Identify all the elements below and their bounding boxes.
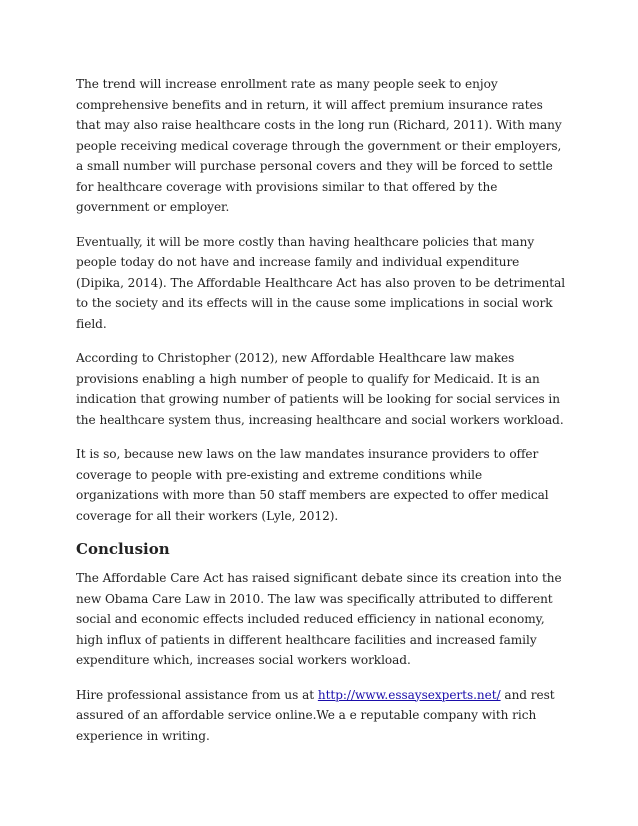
conclusion-paragraph: The Affordable Care Act has raised significant debate since its creation into the new Obama Care Law in 2010. The law was specifically attributed to different social and economic effects included reduced efficiency in national economy, high influx of patients in different healthcare facilities and increased family expenditure which, increases social workers workload.: [76, 571, 562, 667]
closing-text-before-link: Hire professional assistance from us at: [76, 687, 318, 702]
essaysexperts-link[interactable]: http://www.essaysexperts.net/: [317, 687, 501, 702]
body-paragraph-3: According to Christopher (2012), new Affordable Healthcare law makes provisions enabling a high number of people to qualify for Medicaid. It is an indication that growing number of patients will be looking for social services in the healthcare system thus, increasing healthcare and social workers workload.: [76, 351, 564, 427]
body-paragraph-2: Eventually, it will be more costly than having healthcare policies that many people today do not have and increase family and individual expenditure (Dipika, 2014). The Affordable Healthcare Act has also proven to be detrimental to the society and its effects will in the cause some implications in social work field.: [76, 234, 566, 331]
closing-text-after-link: and rest assured of an affordable service online.We a e reputable company with rich experience in writing.: [76, 687, 555, 743]
body-paragraph-1: The trend will increase enrollment rate as many people seek to enjoy comprehensive benefits and in return, it will affect premium insurance rates that may also raise healthcare costs in the long run (Richard, 2011). With many people receiving medical coverage through the government or their employers, a small number will purchase personal covers and they will be forced to settle for healthcare coverage with provisions similar to that offered by the government or employer.: [76, 77, 562, 214]
closing-paragraph: [76, 685, 566, 747]
document-body: [76, 74, 566, 760]
body-paragraph-4: It is so, because new laws on the law mandates insurance providers to offer coverage to people with pre-existing and extreme conditions while organizations with more than 50 staff members are expected to offer medical coverage for all their workers (Lyle, 2012).: [76, 447, 549, 523]
conclusion-heading: Conclusion: [76, 540, 170, 558]
